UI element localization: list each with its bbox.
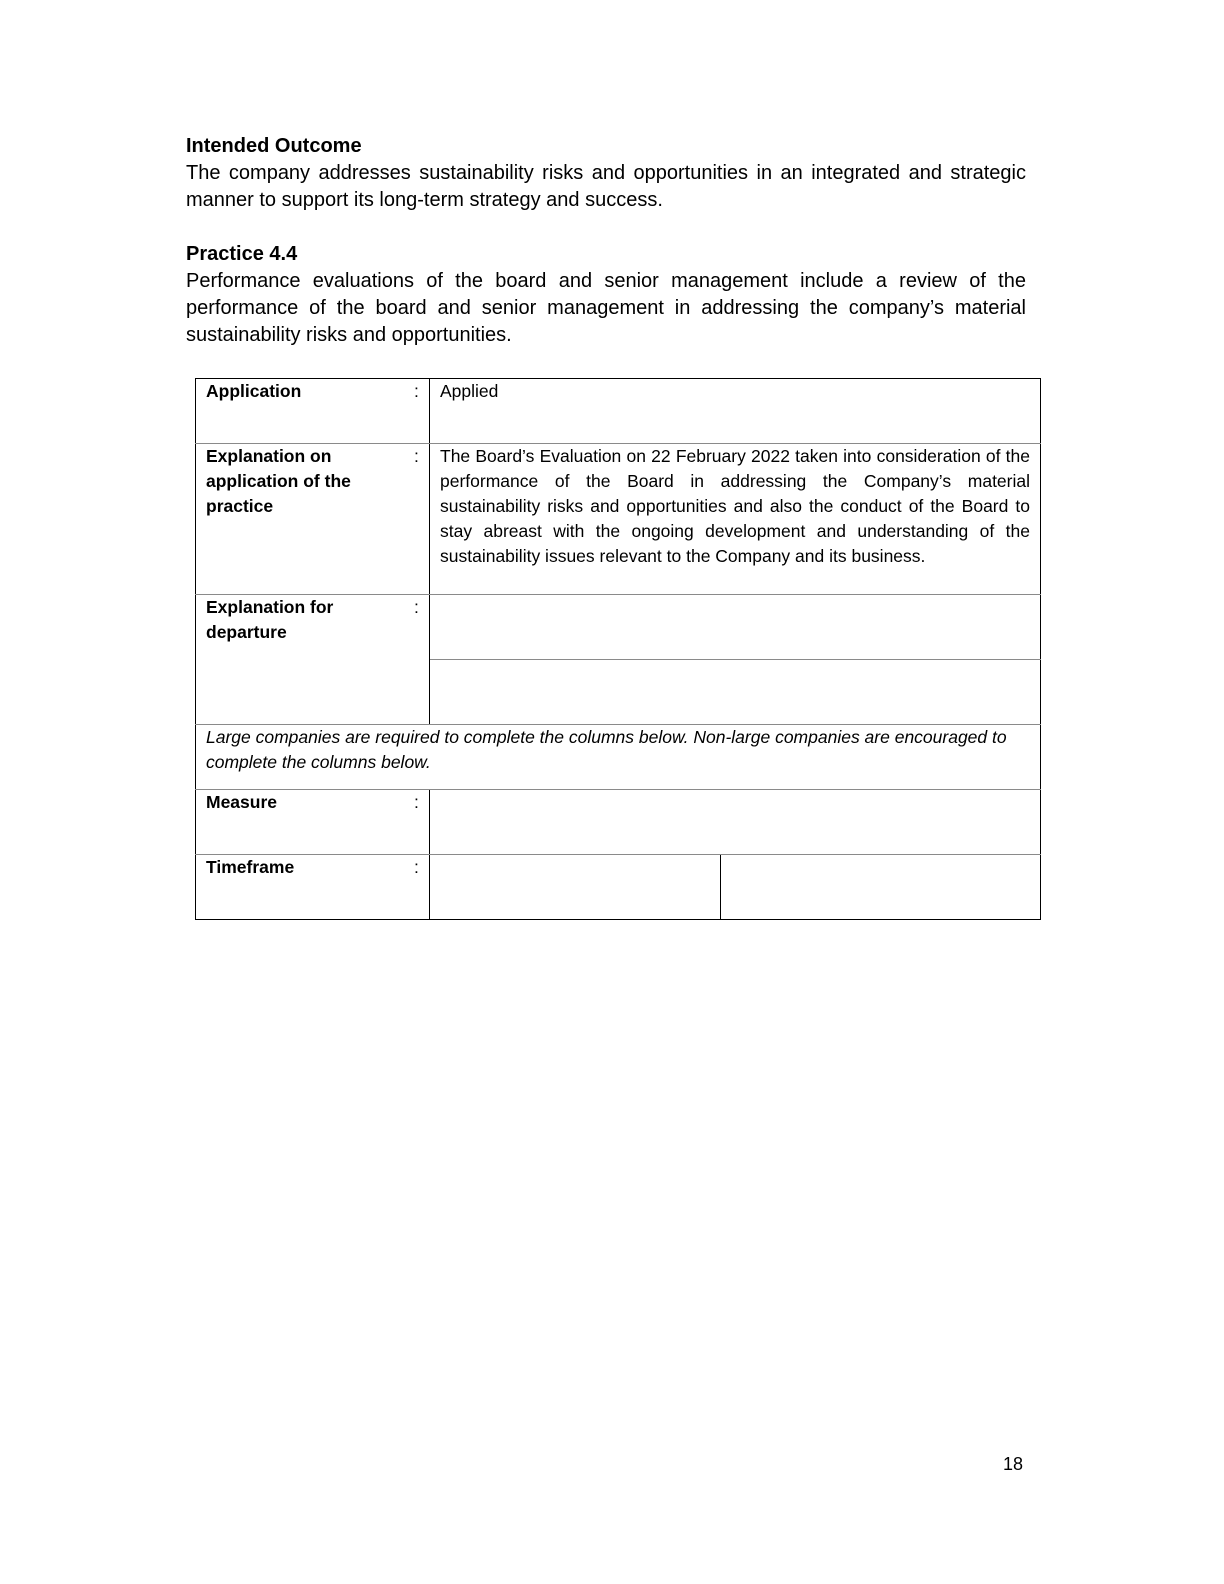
- measure-colon: :: [414, 792, 419, 812]
- application-label: Application: [206, 381, 302, 401]
- explanation-for-departure-colon: :: [414, 597, 419, 617]
- measure-label: Measure: [206, 792, 278, 812]
- explanation-for-departure-label: Explanation for departure: [206, 597, 334, 642]
- application-value: Applied: [440, 381, 499, 401]
- timeframe-split-divider: [720, 854, 721, 920]
- intended-outcome-text: The company addresses sustainability risks and opportunities in an integrated and strategic manner to support its long-term strategy and success.: [186, 162, 1026, 211]
- explanation-on-application-value: The Board’s Evaluation on 22 February 2022 taken into consideration of the performance of the Board in addressing the Company’s material sustainability risks and opportunities and also the conduct of the Board to stay abreast with the ongoing development and understanding of the sustainability issues relevant to the Company and its business.: [440, 446, 1030, 566]
- practice-heading: Practice 4.4: [186, 243, 298, 265]
- table-border-right: [1040, 378, 1041, 920]
- table-border-bottom: [195, 919, 1041, 920]
- practice-disclosure-table: [195, 378, 1041, 920]
- intended-outcome-heading: Intended Outcome: [186, 135, 362, 157]
- timeframe-colon: :: [414, 857, 419, 877]
- page-number: 18: [1003, 1454, 1024, 1474]
- application-colon: :: [414, 381, 419, 401]
- timeframe-label: Timeframe: [206, 857, 295, 877]
- large-companies-note: Large companies are required to complete the columns below. Non-large companies are encouraged to complete the columns below.: [206, 727, 1007, 772]
- row-divider-departure-inner: [430, 659, 1041, 660]
- explanation-on-application-label: Explanation on application of the practice: [206, 446, 351, 516]
- explanation-on-application-colon: :: [414, 446, 419, 466]
- practice-text: Performance evaluations of the board and senior management include a review of the performance of the board and senior management in addressing the company’s material sustainability risks and opportunities.: [186, 270, 1026, 346]
- table-border-left: [195, 378, 196, 920]
- column-divider-upper: [429, 378, 430, 725]
